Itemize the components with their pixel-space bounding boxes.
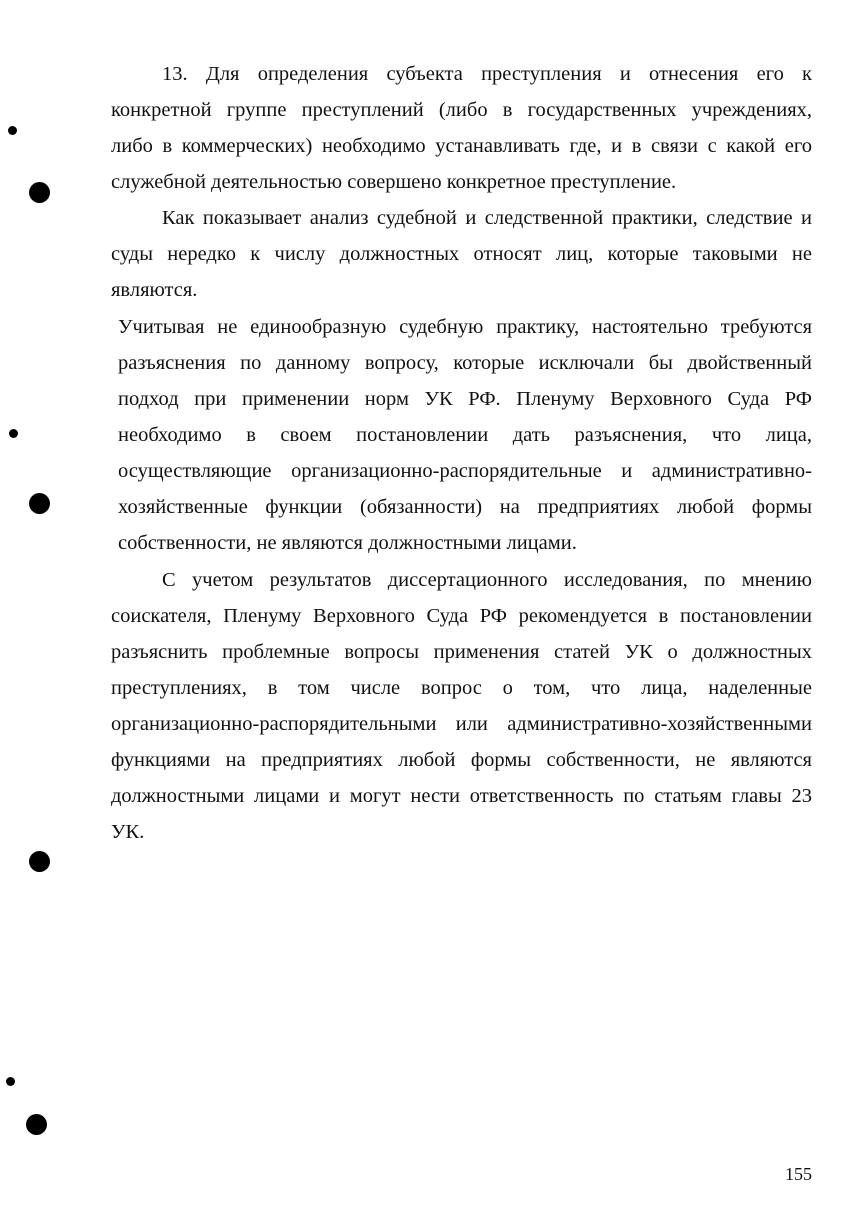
paragraph-3-line-2: разъяснения по данному вопросу, которые исключали бы двойственный <box>118 352 812 374</box>
paragraph-4-line-6: функциями на предприятиях любой формы собственности, не являются <box>111 749 812 771</box>
scan-speck <box>9 429 18 438</box>
paragraph-3-line-4: необходимо в своем постановлении дать разъяснения, что лица, <box>118 424 812 446</box>
paragraph-2-line-2: суды нередко к числу должностных относят лиц, которые таковыми не <box>111 243 812 265</box>
paragraph-1-line-4: служебной деятельностью совершено конкретное преступление. <box>111 171 677 193</box>
scan-speck <box>6 1077 15 1086</box>
paragraph-3-line-1: Учитывая не единообразную судебную практику, настоятельно требуются <box>118 316 812 338</box>
paragraph-1-line-2: конкретной группе преступлений (либо в государственных учреждениях, <box>111 99 812 121</box>
paragraph-3-line-6: хозяйственные функции (обязанности) на предприятиях любой формы <box>118 496 812 518</box>
paragraph-2-line-3: являются. <box>111 279 198 301</box>
paragraph-2-line-1: Как показывает анализ судебной и следственной практики, следствие и <box>162 207 812 229</box>
paragraph-1-line-1: 13. Для определения субъекта преступления и отнесения его к <box>162 63 812 85</box>
paragraph-4-line-7: должностными лицами и могут нести ответственность по статьям главы 23 <box>111 785 812 807</box>
punch-hole <box>29 851 50 872</box>
page-number: 155 <box>785 1164 812 1184</box>
paragraph-3-line-7: собственности, не являются должностными лицами. <box>118 532 577 554</box>
paragraph-3-line-5: осуществляющие организационно-распорядительные и административно- <box>118 460 812 482</box>
punch-hole <box>29 182 50 203</box>
paragraph-4-line-2: соискателя, Пленуму Верховного Суда РФ рекомендуется в постановлении <box>111 605 812 627</box>
punch-hole <box>29 493 50 514</box>
paragraph-3-line-3: подход при применении норм УК РФ. Пленуму Верховного Суда РФ <box>118 388 812 410</box>
paragraph-4-line-1: С учетом результатов диссертационного исследования, по мнению <box>162 569 812 591</box>
punch-hole <box>26 1114 47 1135</box>
scan-speck <box>8 126 17 135</box>
paragraph-4-line-3: разъяснить проблемные вопросы применения статей УК о должностных <box>111 641 812 663</box>
paragraph-4-line-4: преступлениях, в том числе вопрос о том, что лица, наделенные <box>111 677 812 699</box>
paragraph-4-line-8: УК. <box>111 821 145 843</box>
paragraph-1-line-3: либо в коммерческих) необходимо устанавливать где, и в связи с какой его <box>111 135 812 157</box>
paragraph-4-line-5: организационно-распорядительными или административно-хозяйственными <box>111 713 812 735</box>
